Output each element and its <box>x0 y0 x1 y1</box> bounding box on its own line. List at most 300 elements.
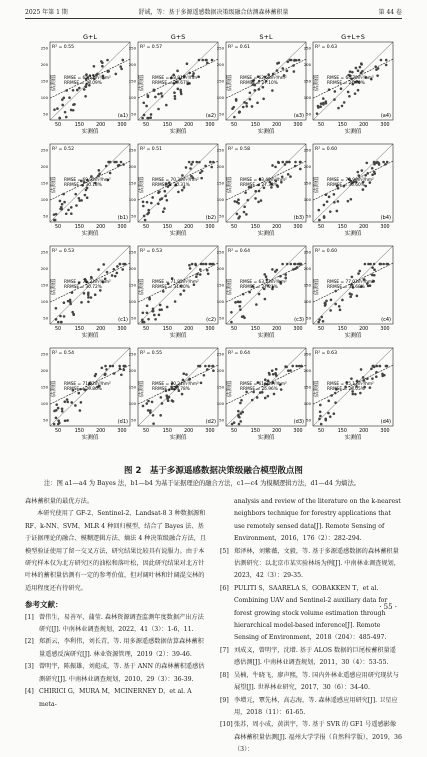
data-point <box>153 89 156 92</box>
panel-label: (d2) <box>205 419 216 425</box>
x-tick-label: 50 <box>54 429 62 434</box>
x-axis-label: 实测值 <box>169 333 187 339</box>
y-tick-label: 100 <box>40 197 48 202</box>
column-label: G+S <box>170 33 186 41</box>
rmse-label: RMSE = 65.13m³/hm² <box>64 76 111 81</box>
data-point <box>262 97 265 100</box>
data-point <box>66 398 69 401</box>
data-point <box>64 419 67 422</box>
y-tick-label: 150 <box>216 384 224 390</box>
data-point <box>142 312 145 315</box>
data-point <box>281 263 284 266</box>
data-point <box>231 107 234 110</box>
rmse-label: RMSE = 61.25m³/hm² <box>240 382 287 387</box>
data-point <box>373 268 376 271</box>
data-point <box>286 60 289 63</box>
data-point <box>236 213 239 216</box>
x-tick-label: 300 <box>205 327 215 332</box>
data-point <box>144 219 147 222</box>
data-point <box>287 173 290 176</box>
data-point <box>324 100 327 103</box>
y-tick-label: 50 <box>219 111 224 117</box>
running-header-title: 舒诚，等：基于多源遥感数据决策级融合估测森林蓄积量 <box>138 9 289 16</box>
x-tick-label: 150 <box>74 429 84 434</box>
y-tick-label: 150 <box>40 384 48 390</box>
data-point <box>272 373 275 376</box>
data-point <box>63 201 66 204</box>
data-point <box>146 213 149 216</box>
data-point <box>101 367 104 370</box>
data-point <box>146 117 149 120</box>
y-tick-label: 250 <box>216 351 224 357</box>
y-tick-label: 100 <box>303 299 311 304</box>
data-point <box>200 382 203 385</box>
data-point <box>119 367 122 370</box>
rrmse-label: RRMSE = 30.72% <box>64 285 102 290</box>
data-point <box>329 309 332 312</box>
data-point <box>70 206 73 209</box>
x-tick-label: 150 <box>74 327 84 332</box>
data-point <box>319 415 322 418</box>
x-axis-label: 实测值 <box>169 129 187 135</box>
x-tick-label: 50 <box>54 225 62 230</box>
data-point <box>233 200 236 203</box>
data-point <box>207 272 210 275</box>
data-point <box>145 105 148 108</box>
r2-label: R² = 0.57 <box>140 45 163 50</box>
data-point <box>337 107 340 110</box>
data-point <box>351 276 354 279</box>
data-point <box>189 167 192 170</box>
y-tick-label: 100 <box>303 197 311 202</box>
data-point <box>58 422 61 425</box>
data-point <box>171 399 174 402</box>
data-point <box>322 103 325 106</box>
data-point <box>203 374 206 377</box>
y-tick-label: 50 <box>306 417 311 423</box>
data-point <box>80 301 83 304</box>
data-point <box>161 402 164 405</box>
data-point <box>233 116 236 119</box>
references-heading: 参考文献： <box>25 600 63 610</box>
data-point <box>258 293 261 296</box>
data-point <box>62 97 65 100</box>
data-point <box>147 209 150 212</box>
data-point <box>142 205 145 208</box>
data-point <box>293 263 296 266</box>
data-point <box>150 202 153 205</box>
data-point <box>387 263 390 266</box>
data-point <box>70 212 73 215</box>
r2-label: R² = 0.51 <box>140 147 163 152</box>
data-point <box>55 318 58 321</box>
reference-item: [4] CHIRICI G，MURA M，MCINERNEY D，et al. A meta- <box>25 688 192 708</box>
y-tick-label: 150 <box>128 180 136 186</box>
column-label: G+L+S <box>341 33 365 41</box>
y-tick-label: 100 <box>128 197 136 202</box>
data-point <box>230 311 233 314</box>
data-point <box>72 89 75 92</box>
data-point <box>118 365 121 368</box>
data-point <box>159 414 162 417</box>
data-point <box>243 316 246 319</box>
data-point <box>87 300 90 303</box>
data-point <box>61 407 64 410</box>
x-axis-label: 实测值 <box>257 435 275 441</box>
y-tick-label: 200 <box>40 266 48 271</box>
x-tick-label: 300 <box>380 225 390 230</box>
data-point <box>339 309 342 312</box>
data-point <box>320 102 323 105</box>
rrmse-label: RRMSE = 27.90% <box>327 81 365 86</box>
data-point <box>104 373 107 376</box>
data-point <box>271 369 274 372</box>
x-tick-label: 300 <box>380 327 390 332</box>
data-point <box>173 91 176 94</box>
rmse-label: RMSE = 71.23m³/hm² <box>64 280 111 285</box>
data-point <box>257 201 260 204</box>
data-point <box>197 365 200 368</box>
y-axis-label: 估测值 <box>51 176 57 194</box>
rmse-label: RMSE = 63.49m³/hm² <box>240 178 287 183</box>
data-point <box>334 290 337 293</box>
data-point <box>195 161 198 164</box>
x-tick-label: 200 <box>272 123 282 128</box>
y-tick-label: 250 <box>40 147 48 153</box>
rrmse-label: RRMSE = 33.68% <box>327 285 365 290</box>
data-point <box>149 409 152 412</box>
data-point <box>61 104 64 107</box>
x-tick-label: 150 <box>250 429 260 434</box>
data-point <box>325 300 328 303</box>
data-point <box>317 105 320 108</box>
data-point <box>300 263 303 266</box>
y-tick-label: 50 <box>43 417 48 423</box>
data-point <box>359 66 362 69</box>
data-point <box>231 423 234 426</box>
left-column <box>25 496 208 711</box>
data-point <box>330 394 333 397</box>
data-point <box>165 104 168 107</box>
rmse-label: RMSE = 64.70m³/hm² <box>327 76 374 81</box>
r2-label: R² = 0.58 <box>228 147 251 152</box>
y-tick-label: 100 <box>216 95 224 100</box>
data-point <box>268 372 271 375</box>
data-point <box>254 190 257 193</box>
rrmse-label: RRMSE = 29.67% <box>152 81 190 86</box>
panel-label: (a1) <box>117 113 128 119</box>
data-point <box>365 162 368 165</box>
panel-label: (d1) <box>117 419 128 425</box>
x-axis-label: 实测值 <box>257 333 275 339</box>
data-point <box>145 402 148 405</box>
x-tick-label: 150 <box>74 123 84 128</box>
data-point <box>166 306 169 309</box>
rmse-label: RMSE = 77.03m³/hm² <box>327 280 374 285</box>
y-axis-label: 估测值 <box>51 74 57 92</box>
data-point <box>65 116 68 119</box>
data-point <box>147 400 150 403</box>
data-point <box>87 292 90 295</box>
data-point <box>234 301 237 304</box>
data-point <box>296 266 299 269</box>
x-tick-label: 50 <box>54 123 62 128</box>
data-point <box>299 161 302 164</box>
running-header-volume: 第 44 卷 <box>378 9 402 16</box>
data-point <box>116 272 119 275</box>
data-point <box>55 403 58 406</box>
data-point <box>86 196 89 199</box>
data-point <box>72 313 75 316</box>
data-point <box>161 197 164 200</box>
y-tick-label: 200 <box>40 62 48 67</box>
y-tick-label: 100 <box>216 197 224 202</box>
x-tick-label: 150 <box>337 327 347 332</box>
x-tick-label: 50 <box>142 327 150 332</box>
data-point <box>68 96 71 99</box>
data-point <box>206 269 209 272</box>
data-point <box>181 393 184 396</box>
x-tick-label: 50 <box>317 327 325 332</box>
figure-caption: 图 2 基于多源遥感数据决策级融合模型散点图 <box>124 466 303 476</box>
data-point <box>277 161 280 164</box>
x-axis-label: 实测值 <box>81 333 99 339</box>
x-tick-label: 300 <box>205 123 215 128</box>
data-point <box>158 190 161 193</box>
data-point <box>185 373 188 376</box>
y-axis-label: 估测值 <box>314 176 320 194</box>
data-point <box>66 419 69 422</box>
x-tick-label: 50 <box>54 327 62 332</box>
panel-label: (d4) <box>380 419 391 425</box>
data-point <box>235 99 238 102</box>
data-point <box>284 163 287 166</box>
data-point <box>208 263 211 266</box>
data-point <box>101 65 104 68</box>
data-point <box>55 417 58 420</box>
data-point <box>154 318 157 321</box>
x-tick-label: 200 <box>184 225 194 230</box>
data-point <box>141 321 144 324</box>
y-tick-label: 150 <box>303 78 311 84</box>
x-axis-label: 实测值 <box>81 231 99 237</box>
data-point <box>115 73 118 76</box>
data-point <box>118 164 121 167</box>
data-point <box>237 198 240 201</box>
data-point <box>80 199 83 202</box>
rmse-label: RMSE = 69.95m³/hm² <box>64 178 111 183</box>
x-tick-label: 50 <box>230 225 238 230</box>
x-tick-label: 200 <box>272 429 282 434</box>
data-point <box>198 59 201 62</box>
data-point <box>78 197 81 200</box>
x-tick-label: 300 <box>205 429 215 434</box>
y-axis-label: 估测值 <box>139 278 145 296</box>
reference-item: [8] 吴楠，牛晓飞，廖声熙，等. 国内外林业遥感应用研究现状与展望[J]. 世界林业研究，2017，30（6）：34-40. <box>220 671 399 692</box>
y-tick-label: 100 <box>128 401 136 406</box>
data-point <box>119 263 122 266</box>
rrmse-label: RRMSE = 27.10% <box>240 81 278 86</box>
data-point <box>240 399 243 402</box>
data-point <box>376 365 379 368</box>
y-tick-label: 150 <box>40 282 48 288</box>
data-point <box>200 177 203 180</box>
data-point <box>316 112 319 115</box>
data-point <box>292 64 295 67</box>
data-point <box>212 369 215 372</box>
x-axis-label: 实测值 <box>81 129 99 135</box>
data-point <box>318 318 321 321</box>
y-tick-label: 150 <box>128 384 136 390</box>
scatter-figure <box>28 32 400 460</box>
data-point <box>104 365 107 368</box>
y-axis-label: 估测值 <box>227 176 233 194</box>
data-point <box>244 191 247 194</box>
data-point <box>147 409 150 412</box>
data-point <box>181 189 184 192</box>
data-point <box>210 166 213 169</box>
y-tick-label: 150 <box>128 78 136 84</box>
data-point <box>385 59 388 62</box>
running-header-issue: 2025 年第 1 期 <box>25 9 68 16</box>
data-point <box>204 165 207 168</box>
x-tick-label: 50 <box>317 429 325 434</box>
data-point <box>188 264 191 267</box>
data-point <box>157 202 160 205</box>
data-point <box>142 102 145 105</box>
data-point <box>290 59 293 62</box>
data-point <box>152 414 155 417</box>
data-point <box>95 373 98 376</box>
data-point <box>74 404 77 407</box>
data-point <box>274 372 277 375</box>
panel-label: (c4) <box>381 317 391 323</box>
x-tick-label: 50 <box>317 123 325 128</box>
rmse-label: RMSE = 71.85m³/hm² <box>152 280 199 285</box>
data-point <box>198 161 201 164</box>
data-point <box>241 411 244 414</box>
data-point <box>160 92 163 95</box>
rmse-label: RMSE = 70.96m³/hm² <box>327 178 374 183</box>
panel-label: (d3) <box>293 419 304 425</box>
data-point <box>191 161 194 164</box>
data-point <box>239 402 242 405</box>
x-tick-label: 200 <box>359 123 369 128</box>
data-point <box>94 293 97 296</box>
data-point <box>245 213 248 216</box>
data-point <box>84 194 87 197</box>
r2-label: R² = 0.63 <box>315 45 338 50</box>
data-point <box>160 396 163 399</box>
data-point <box>352 393 355 396</box>
y-tick-label: 50 <box>43 213 48 219</box>
data-point <box>53 219 56 222</box>
y-tick-label: 150 <box>40 78 48 84</box>
y-tick-label: 250 <box>303 45 311 51</box>
data-point <box>194 263 197 266</box>
data-point <box>358 270 361 273</box>
data-point <box>256 101 259 104</box>
data-point <box>277 61 280 64</box>
y-tick-label: 250 <box>128 147 136 153</box>
data-point <box>179 293 182 296</box>
data-point <box>182 372 185 375</box>
y-tick-label: 200 <box>216 164 224 169</box>
data-point <box>206 61 209 64</box>
x-axis-label: 实测值 <box>344 333 362 339</box>
data-point <box>260 199 263 202</box>
data-point <box>152 422 155 425</box>
rrmse-label: RRMSE = 25.96% <box>240 387 278 392</box>
data-point <box>195 275 198 278</box>
panel-label: (b4) <box>380 215 391 221</box>
reference-item: [1] 曾伟生，易善军，蒲莹. 森林资源调查监测年度数据产出方法研究[J]. 中南林业调查规划，2022，41（3）：1-6，11. <box>25 613 204 634</box>
data-point <box>366 172 369 175</box>
data-point <box>343 101 346 104</box>
data-point <box>326 200 329 203</box>
data-point <box>122 163 125 166</box>
data-point <box>329 210 332 213</box>
data-point <box>333 98 336 101</box>
data-point <box>280 388 283 391</box>
data-point <box>373 263 376 266</box>
data-point <box>333 412 336 415</box>
data-point <box>284 277 287 280</box>
data-point <box>289 263 292 266</box>
x-tick-label: 200 <box>359 327 369 332</box>
data-point <box>67 209 70 212</box>
data-point <box>275 368 278 371</box>
data-point <box>165 394 168 397</box>
data-point <box>340 87 343 90</box>
data-point <box>382 161 385 164</box>
data-point <box>201 170 204 173</box>
data-point <box>356 171 359 174</box>
data-point <box>199 268 202 271</box>
data-point <box>97 268 100 271</box>
data-point <box>166 397 169 400</box>
data-point <box>245 102 248 105</box>
data-point <box>371 173 374 176</box>
data-point <box>190 175 193 178</box>
reference-item: [3] 曾明宇，陈振雄，刘彪成，等. 基于 ANN 的森林蓄积遥感估测研究[J]. 中南林业调查规划，2010，29（3）：36-39. <box>25 663 205 683</box>
data-point <box>300 365 303 368</box>
data-point <box>334 392 337 395</box>
data-point <box>295 59 298 62</box>
data-point <box>297 263 300 266</box>
data-point <box>62 193 65 196</box>
x-tick-label: 150 <box>250 327 260 332</box>
y-axis-label: 估测值 <box>314 380 320 398</box>
data-point <box>281 161 284 164</box>
figure-note: 注：图 a1—a4 为 Bayes 法，b1—b4 为基于证据理论的融合方法，c1—c4 为模糊逻辑方法，d1—d4 为熵法。 <box>44 480 361 487</box>
data-point <box>295 365 298 368</box>
data-point <box>106 59 109 62</box>
data-point <box>157 108 160 111</box>
data-point <box>111 274 114 277</box>
reference-item: [9] 李增元，覃先林，高志海，等. 森林遥感应用研究[J]. 卫星应用，2018（11）：61-65. <box>220 696 398 716</box>
data-point <box>349 295 352 298</box>
data-point <box>350 198 353 201</box>
data-point <box>354 92 357 95</box>
x-tick-label: 200 <box>96 225 106 230</box>
data-point <box>357 69 360 72</box>
x-tick-label: 150 <box>337 123 347 128</box>
data-point <box>324 304 327 307</box>
data-point <box>59 315 62 318</box>
data-point <box>373 161 376 164</box>
rrmse-label: RRMSE = 29.78% <box>152 387 190 392</box>
